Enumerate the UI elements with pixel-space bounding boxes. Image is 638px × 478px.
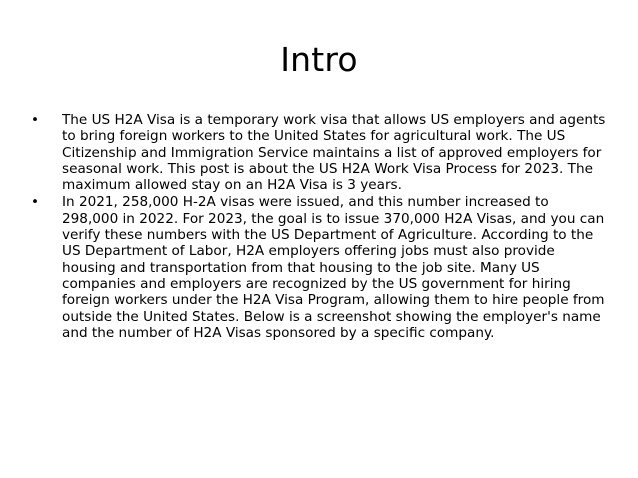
bullet-icon: • bbox=[31, 194, 40, 211]
bullet-list bbox=[27, 112, 607, 342]
bullet-icon: • bbox=[31, 112, 40, 128]
bullet-text: In 2021, 258,000 H-2A visas were issued, and this number increased to 298,000 in 2022. For 2023, the goal is to issue 370,000 H2A Visas, and you can verify these numbers with the US Department of Agriculture. According to the US Department of Labor, H2A employers offering jobs must also provide housing and transportation from that housing to the job site. Many US companies and employers are recognized by the US government for hiring foreign workers under the H2A Visa Program, allowing them to hire people from outside the United States. Below is a screenshot showing the employer's name and the number of H2A Visas sponsored by a specific company. bbox=[62, 194, 605, 341]
bullet-text: The US H2A Visa is a temporary work visa that allows US employers and agents to bring foreign workers to the United States for agricultural work. The US Citizenship and Immigration Service maintains a list of approved employers for seasonal work. This post is about the US H2A Work Visa Process for 2023. The maximum allowed stay on an H2A Visa is 3 years. bbox=[62, 112, 606, 194]
bullet-item bbox=[27, 194, 607, 341]
bullet-item bbox=[27, 112, 607, 193]
slide-title: Intro bbox=[280, 40, 358, 79]
